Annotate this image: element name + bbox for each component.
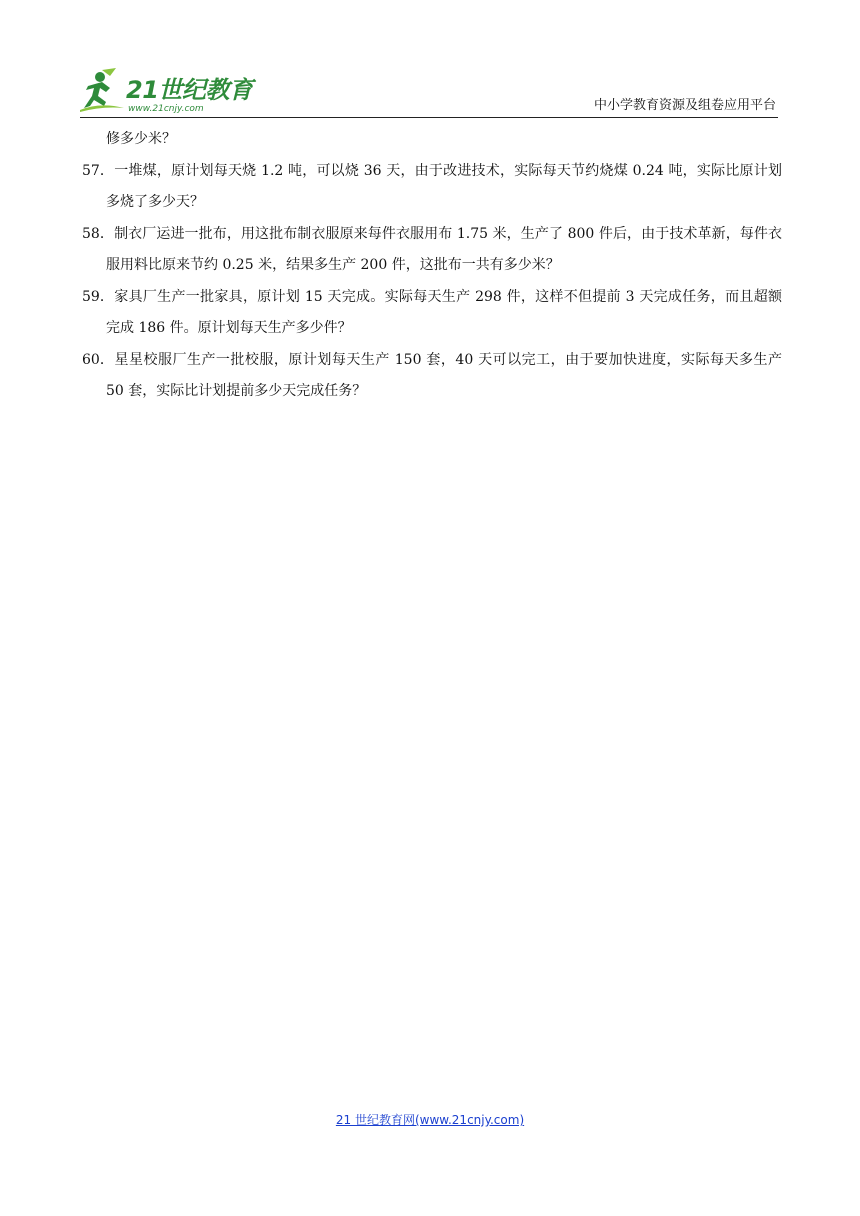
page-header: [80, 62, 778, 118]
problem-item: [82, 156, 782, 219]
problem-text: 家具厂生产一批家具，原计划 15 天完成。实际每天生产 298 件，这样不但提前 3 天完成任务，而且超额完成 186 件。原计划每天生产多少件？: [106, 288, 782, 336]
footer-site-link[interactable]: 21 世纪教育网(www.21cnjy.com): [335, 1113, 525, 1127]
problem-number: 59．: [82, 288, 114, 305]
continuation-text: 修多少米？: [106, 131, 176, 147]
header-divider: [80, 117, 778, 118]
problem-item: [82, 345, 782, 408]
problem-number: 58．: [82, 225, 114, 242]
site-logo[interactable]: [80, 68, 260, 118]
logo-main-text: 21世纪教育: [126, 76, 253, 104]
problem-list: [82, 124, 782, 408]
runner-logo-icon: [80, 68, 126, 114]
problem-number: 60．: [82, 351, 114, 368]
page-footer: [0, 1112, 860, 1128]
problem-text: 星星校服厂生产一批校服，原计划每天生产 150 套，40 天可以完工，由于要加快进度，实际每天多生产 50 套，实际比计划提前多少天完成任务？: [106, 351, 782, 399]
logo-url-text: www.21cnjy.com: [128, 104, 204, 114]
problem-item: [82, 282, 782, 345]
problem-item: [82, 219, 782, 282]
problem-text: 一堆煤，原计划每天烧 1.2 吨，可以烧 36 天，由于改进技术，实际每天节约烧煤 0.24 吨，实际比原计划多烧了多少天？: [106, 162, 782, 210]
problem-text: 制衣厂运进一批布，用这批布制衣服原来每件衣服用布 1.75 米，生产了 800 件后，由于技术革新，每件衣服用料比原来节约 0.25 米，结果多生产 200 件，这批布一共有多少米？: [106, 225, 782, 273]
header-platform-title: 中小学教育资源及组卷应用平台: [593, 98, 776, 113]
problem-number: 57．: [82, 162, 114, 179]
